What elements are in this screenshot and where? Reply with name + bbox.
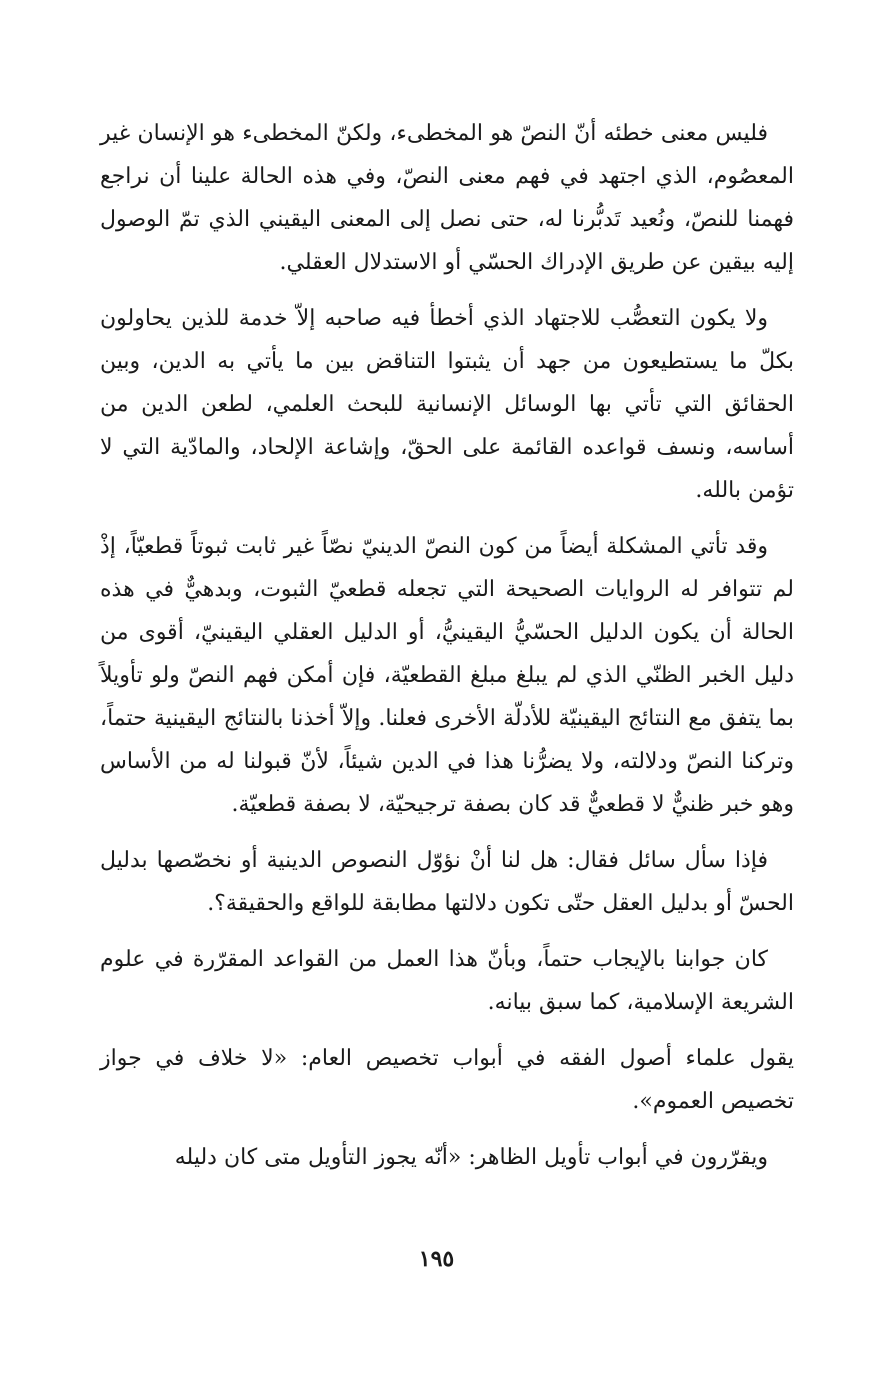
paragraph: ولا يكون التعصُّب للاجتهاد الذي أخطأ فيه صاحبه إلاّ خدمة للذين يحاولون بكلّ ما يستطيعون من جهد أن يثبتوا التناقض بين ما يأتي به الدين، وبين الحقائق التي تأتي بها الوسائل الإنسانية للبحث العلمي، لطعن الدين من أساسه، ونسف قواعده القائمة على الحقّ، وإشاعة الإلحاد، والمادّية التي لا تؤمن بالله. (100, 306, 794, 503)
paragraph: وقد تأتي المشكلة أيضاً من كون النصّ الدينيّ نصّاً غير ثابت ثبوتاً قطعيّاً، إذْ لم تتوافر له الروايات الصحيحة التي تجعله قطعيّ الثبوت، وبدهيٌّ في هذه الحالة أن يكون الدليل الحسّيُّ اليقينيُّ، أو الدليل العقلي اليقينيّ، أقوى من دليل الخبر الظنّي الذي لم يبلغ مبلغ القطعيّة، فإن أمكن فهم النصّ ولو تأويلاً بما يتفق مع النتائج اليقينيّة للأدلّة الأخرى فعلنا. وإلاّ أخذنا بالنتائج اليقينية حتماً، وتركنا النصّ ودلالته، ولا يضرُّنا هذا في الدين شيئاً، لأنّ قبولنا له من الأساس وهو خبر ظنيٌّ لا قطعيٌّ قد كان بصفة ترجيحيّة، لا بصفة قطعيّة. (100, 534, 794, 817)
paragraph: فليس معنى خطئه أنّ النصّ هو المخطىء، ولكنّ المخطىء هو الإنسان غير المعصُوم، الذي اجتهد في فهم معنى النصّ، وفي هذه الحالة علينا أن نراجع فهمنا للنصّ، ونُعيد تَدبُّرنا له، حتى نصل إلى المعنى اليقيني الذي تمّ الوصول إليه بيقين عن طريق الإدراك الحسّي أو الاستدلال العقلي. (100, 121, 794, 275)
paragraph: كان جوابنا بالإيجاب حتماً، وبأنّ هذا العمل من القواعد المقرّرة في علوم الشريعة الإسلامية، كما سبق بيانه. (100, 947, 794, 1015)
page-number: ١٩٥ (418, 1246, 455, 1272)
paragraph: فإذا سأل سائل فقال: هل لنا أنْ نؤوّل النصوص الدينية أو نخصّصها بدليل الحسّ أو بدليل العقل حتّى تكون دلالتها مطابقة للواقع والحقيقة؟. (100, 848, 794, 916)
paragraph: يقول علماء أصول الفقه في أبواب تخصيص العام: «لا خلاف في جواز تخصيص العموم». (100, 1046, 794, 1114)
paragraph: ويقرّرون في أبواب تأويل الظاهر: «أنّه يجوز التأويل متى كان دليله (174, 1145, 768, 1170)
body-text (100, 112, 794, 1179)
